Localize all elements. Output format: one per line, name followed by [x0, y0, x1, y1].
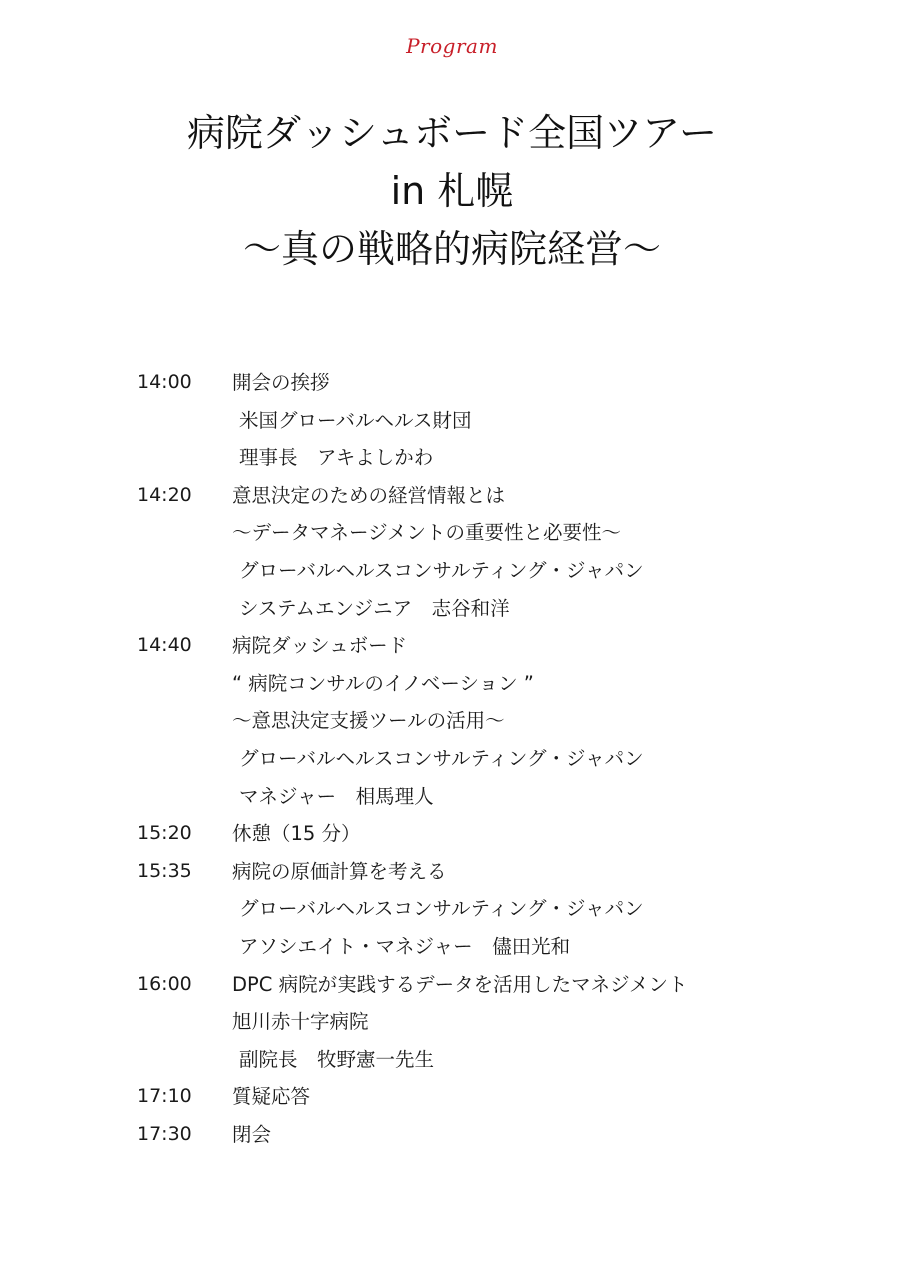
schedule-time: 14:40: [137, 634, 192, 657]
speaker-name: アソシエイト・マネジャー 儘田光和: [239, 934, 571, 958]
schedule-item: [137, 364, 877, 477]
schedule-time: 15:35: [137, 859, 192, 882]
session-title: 病院ダッシュボード: [232, 634, 408, 658]
session-title: 閉会: [232, 1122, 272, 1146]
schedule-item: [137, 1078, 877, 1116]
session-title: DPC 病院が実践するデータを活用したマネジメント: [232, 972, 688, 996]
schedule-time: 17:30: [137, 1122, 192, 1145]
speaker-name: 副院長 牧野憲一先生: [239, 1047, 435, 1071]
schedule-item: [137, 627, 877, 815]
schedule-time: 16:00: [137, 972, 192, 995]
session-title: 意思決定のための経営情報とは: [232, 483, 506, 507]
session-subtitle: ～データマネージメントの重要性と必要性～: [232, 521, 622, 545]
title-line-location: in 札幌: [390, 169, 514, 213]
schedule-time: 14:00: [137, 371, 192, 393]
schedule-item: [137, 477, 877, 627]
schedule-time: 17:10: [137, 1085, 192, 1108]
program-label: Program: [406, 34, 498, 58]
program-schedule: [137, 364, 877, 1153]
session-subtitle: ～意思決定支援ツールの活用～: [232, 709, 505, 733]
speaker-name: 理事長 アキよしかわ: [239, 446, 434, 470]
session-title: 質疑応答: [232, 1085, 311, 1109]
schedule-time: 14:20: [137, 483, 192, 506]
schedule-item: [137, 853, 877, 966]
speaker-organization: グローバルヘルスコンサルティング・ジャパン: [239, 746, 644, 770]
title-line-subtitle: ～真の戦略的病院経営～: [242, 227, 661, 271]
session-title: 休憩（15 分）: [232, 822, 361, 846]
session-title: 開会の挨拶: [232, 371, 330, 394]
speaker-name: システムエンジニア 志谷和洋: [239, 596, 510, 620]
speaker-organization: 米国グローバルヘルス財団: [239, 408, 472, 432]
schedule-item: [137, 966, 877, 1079]
speaker-name: マネジャー 相馬理人: [239, 784, 434, 808]
event-title: [0, 104, 904, 278]
schedule-time: 15:20: [137, 822, 192, 845]
session-title: 病院の原価計算を考える: [232, 859, 447, 883]
session-subtitle: “ 病院コンサルのイノベーション ”: [232, 671, 534, 695]
title-line-main: 病院ダッシュボード全国ツアー: [186, 111, 718, 155]
speaker-organization: グローバルヘルスコンサルティング・ジャパン: [239, 558, 644, 582]
schedule-item: [137, 1116, 877, 1154]
schedule-item: [137, 815, 877, 853]
speaker-organization: 旭川赤十字病院: [232, 1010, 369, 1034]
speaker-organization: グローバルヘルスコンサルティング・ジャパン: [239, 897, 644, 921]
